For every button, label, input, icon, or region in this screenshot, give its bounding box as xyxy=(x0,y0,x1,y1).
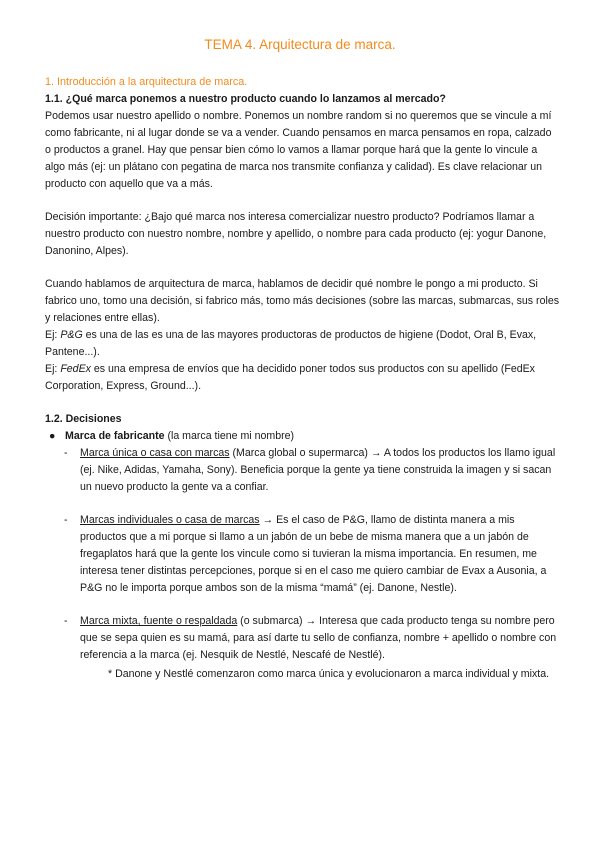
dash-marker: - xyxy=(64,514,68,526)
list-item-marcas-individuales xyxy=(45,512,560,597)
footnote: * Danone y Nestlé comenzaron como marca única y evolucionaron a marca individual y mixta. xyxy=(108,668,550,680)
example-text-pg: es una de las es una de las mayores productoras de productos de higiene (Dodot, Oral B, Evax, Pantene...). xyxy=(45,329,537,358)
document-title: TEMA 4. Arquitectura de marca. xyxy=(204,37,396,52)
example-brand-fedex: FedEx xyxy=(60,363,91,375)
bullet-marca-fabricante xyxy=(45,428,560,445)
dash-marker: - xyxy=(64,615,68,627)
list-item-text: (Marca global o supermarca) → A todos los productos los llamo igual (ej. Nike, Adidas, Yamaha, Sony). Beneficia porque la gente ya tiene construida la imagen y si sacan un nuevo producto la gente va a confiar. xyxy=(80,447,556,493)
example-brand-pg: P&G xyxy=(60,329,83,341)
example-prefix: Ej: xyxy=(45,329,61,341)
list-item-label: Marcas individuales o casa de marcas xyxy=(80,514,260,526)
bullet-text: (la marca tiene mi nombre) xyxy=(164,430,295,442)
list-item-marca-mixta xyxy=(45,613,560,664)
paragraph-1: Podemos usar nuestro apellido o nombre. Ponemos un nombre random si no queremos que se vincule a mí como fabricante, ni al lugar donde se va a vender. Cuando pensamos en marca pensamos en ropa, calzado o productos a granel. Hay que pensar bien cómo lo vamos a llamar porque hará que la gente lo vincule a algo más (ej: un plátano con pegatina de marca nos transmite confianza y calidad). Es clave relacionar un producto con aquello que va a más. xyxy=(45,110,552,190)
list-item-label: Marca única o casa con marcas xyxy=(80,447,230,459)
example-pg xyxy=(45,327,560,361)
bullet-dot-icon: ● xyxy=(49,430,56,442)
document-body xyxy=(45,74,560,683)
subsection-heading-1-2: 1.2. Decisiones xyxy=(45,413,122,425)
list-item-text: → Es el caso de P&G, llamo de distinta manera a mis productos que a mi porque si llamo a un jabón de un bebe de misma manera que a un jabón de fregaplatos hará que la gente los vincule como si tuvieran la misma importancia. En resumen, me interesa tener distintas percepciones, porque si en el caso me quiero cambiar de Evax a Ausonia, a P&G no le importa porque ambos son de la misma “mamá” (ej. Danone, Nestle). xyxy=(80,514,547,594)
example-fedex xyxy=(45,361,560,395)
subsection-heading-1-1: 1.1. ¿Qué marca ponemos a nuestro producto cuando lo lanzamos al mercado? xyxy=(45,93,446,105)
list-item-label: Marca mixta, fuente o respaldada xyxy=(80,615,238,627)
dash-marker: - xyxy=(64,447,68,459)
paragraph-3: Cuando hablamos de arquitectura de marca, hablamos de decidir qué nombre le pongo a mi producto. Si fabrico uno, tomo una decisión, si fabrico más, tomo más decisiones (sobre las marcas, submarcas, sus roles y relaciones entre ellas). xyxy=(45,278,560,324)
list-item-text: (o submarca) → Interesa que cada producto tenga su nombre pero que se sepa quien es su mamá, para así darte tu sello de confianza, nombre + apellido o nombre con referencia a la marca (ej. Nesquik de Nestlé, Nescafé de Nestlé). xyxy=(80,615,557,661)
paragraph-2: Decisión importante: ¿Bajo qué marca nos interesa comercializar nuestro producto? Podríamos llamar a nuestro producto con nuestro nombre, nombre y apellido, o nombre para cada producto (ej: yogur Danone, Danonino, Alpes). xyxy=(45,211,547,257)
list-item-marca-unica xyxy=(45,445,560,496)
example-text-fedex: es una empresa de envíos que ha decidido poner todos sus productos con su apellido (FedEx Corporation, Express, Ground...). xyxy=(45,363,535,392)
section-heading-intro: 1. Introducción a la arquitectura de marca. xyxy=(45,76,248,88)
example-prefix: Ej: xyxy=(45,363,61,375)
bullet-label: Marca de fabricante xyxy=(65,430,165,442)
